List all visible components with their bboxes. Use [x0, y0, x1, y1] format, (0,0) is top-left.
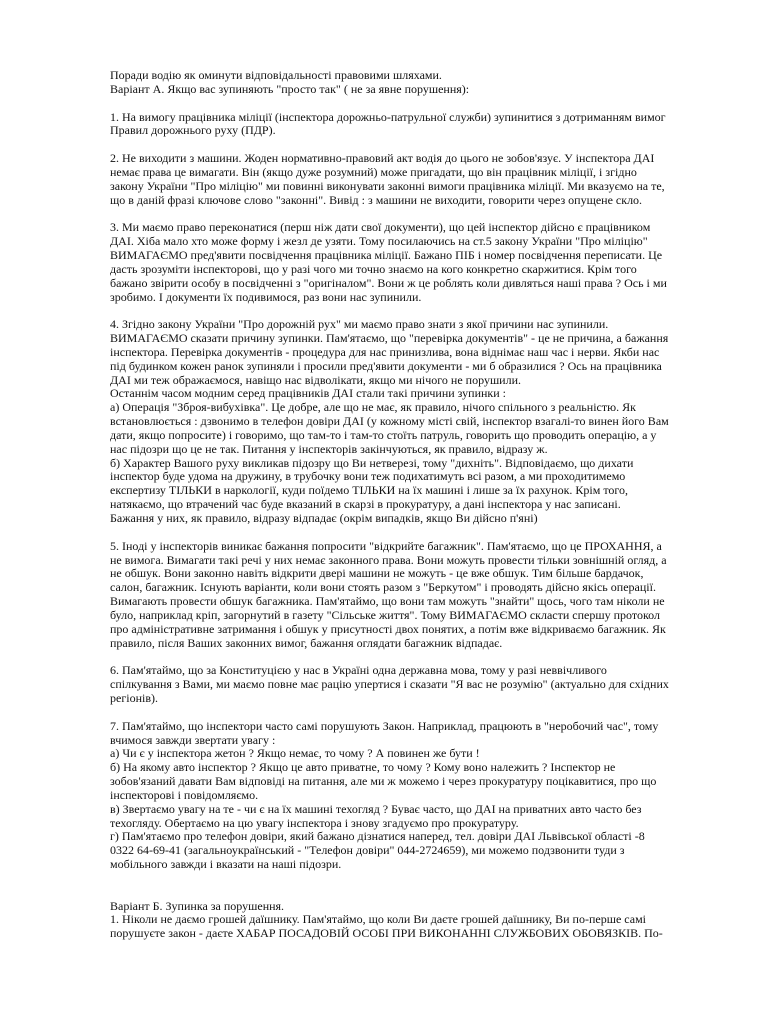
text-line: не обшук. Вони законно навіть відкрити двері машини не можуть - це вже обшук. Тим більше бардачок, [110, 566, 644, 581]
text-line: ДАІ. Хіба мало хто може форму і жезл де узяти. Тому посилаючись на ст.5 закону України "Про міліцію" [110, 234, 648, 249]
paragraph-point-3 [110, 221, 722, 304]
text-line: а) Чи є у інспектора жетон ? Якщо немає, то чому ? А повинен же бути ! [110, 746, 480, 761]
text-line: 7. Пам'ятаймо, що інспектори часто самі порушують Закон. Наприклад, працюють в "неробочий час", тому [110, 718, 659, 733]
text-line: Останнім часом модним серед працівників ДАІ стали такі причини зупинки : [110, 386, 507, 401]
text-line: дасть зрозуміти інспекторові, що у разі чого ми точно знаємо на кого конкретно скаржитися. Крім того [110, 261, 637, 276]
text-line: натякаємо, що втрачений час буде вказаний в скарзі в прокуратуру, а дані інспектора у нас записані. [110, 497, 621, 512]
paragraph-point-6 [110, 664, 722, 706]
paragraph-gap [110, 526, 722, 540]
text-line: зробимо. І документи їх подивимося, раз вони нас зупинили. [110, 289, 422, 304]
paragraph-point-4 [110, 318, 722, 526]
text-line: інспектора. Перевірка документів - процедура для нас принизлива, вона віднімає наш час і нерви. Якби нас [110, 344, 660, 359]
text-line: техогляду. Обертаємо на цю увагу інспектора і знову згадуємо про прокуратуру. [110, 815, 519, 830]
text-line: Правил дорожнього руху (ПДР). [110, 123, 276, 138]
text-line: правило, після Ваших законних вимог, бажання оглядати багажник відпадає. [110, 635, 503, 650]
text-line: 0322 64-69-41 (загальноукраїнський - "Телефон довіри" 044-2724659), ми можемо подзвонити туди з [110, 843, 625, 858]
text-line: г) Пам'ятаємо про телефон довіри, який бажано дізнатися наперед, тел. довіри ДАІ Львівської області -8 [110, 829, 645, 844]
text-line: ВИМАГАЄМО сказати причину зупинки. Пам'ятаємо, що "перевірка документів" - це не причина, а бажання [110, 331, 669, 346]
paragraph-gap [110, 650, 722, 664]
text-line: було, наприклад кріп, загорнутий в газету "Сільське життя". Тому ВИМАГАЄМО скласти спершу протокол [110, 607, 660, 622]
text-line: інспекторові і повідомляємо. [110, 787, 259, 802]
text-line: нас підозри що це не так. Питання у інспекторів закінчуються, як правило, відразу ж. [110, 441, 548, 456]
paragraph-point-5 [110, 540, 722, 651]
paragraph-gap [110, 872, 722, 886]
text-line: в) Звертаємо увагу на те - чи є на їх машині техогляд ? Буває часто, що ДАІ на приватних авто часто без [110, 801, 642, 816]
document-page [110, 69, 722, 941]
paragraph-gap [110, 706, 722, 720]
text-line: під будинком кожен ранок зупиняли і просили пред'явити документи - ми б образилися ? Ось на працівника [110, 358, 662, 373]
text-line: мобільного завжди і вказати на наші підозри. [110, 857, 342, 872]
text-line: дати, якщо попросите) і говоримо, що там-то і там-то стоїть патруль, говорить що проводить операцію, а у [110, 427, 657, 442]
text-line: Бажання у них, як правило, відразу відпадає (окрім випадків, якщо Ви дійсно п'яні) [110, 511, 538, 525]
text-line: Вимагають провести обшук багажника. Пам'ятаймо, що вони там можуть "знайти" щось, чого там ніколи не [110, 594, 665, 609]
text-line: 1. Ніколи не даємо грошей даїшнику. Пам'ятаймо, що коли Ви даєте грошей даїшнику, Ви по-перше самі [110, 912, 647, 927]
text-line: 3. Ми маємо право переконатися (перш ніж дати свої документи), що цей інспектор дійсно є працівником [110, 220, 651, 235]
text-line: порушуєте закон - даєте ХАБАР ПОСАДОВІЙ ОСОБІ ПРИ ВИКОНАННІ СЛУЖБОВИХ ОБОВЯЗКІВ. По- [110, 926, 663, 941]
text-line: бажано звірити особу в посвідченні з "оригіналом". Вони ж це роблять коли дивляться наші права ? Ось і ми [110, 275, 667, 290]
text-line: спілкування з Вами, ми маємо повне має рацію упертися і сказати "Я вас не розумію" (актуально для східних [110, 677, 669, 692]
paragraph-gap [110, 97, 722, 111]
text-line: 4. Згідно закону України "Про дорожній рух" ми маємо право знати з якої причини нас зупинили. [110, 317, 609, 332]
text-line: Поради водію як оминути відповідальності правовими шляхами. [110, 68, 442, 82]
text-line: не вимога. Вимагати такі речі у них немає законного права. Вони можуть провести тільки зовнішній огляд, а [110, 552, 667, 567]
text-line: зобов'язаний давати Вам відповіді на питання, але ми ж можемо і через прокуратуру поцікавитися, про що [110, 774, 657, 789]
text-line: 2. Не виходити з машини. Жоден нормативно-правовий акт водія до цього не зобов'язує. У інспектора ДАІ [110, 151, 655, 166]
text-line: Варіант А. Якщо вас зупиняють "просто так" ( не за явне порушення): [110, 81, 470, 96]
text-line: а) Операція "Зброя-вибухівка". Це добре, але що не має, як правило, нічого спільного з реальністю. Як [110, 400, 636, 415]
text-line: ВИМАГАЄМО пред'явити посвідчення працівника міліції. Бажано ПІБ і номер посвідчення переписати. Це [110, 247, 663, 262]
text-line: вчимося завжди звертати увагу : [110, 732, 276, 747]
text-line: регіонів). [110, 690, 158, 705]
text-line: 5. Іноді у інспекторів виникає бажання попросити "відкрийте багажник". Пам'ятаємо, що це ПРОХАННЯ, а [110, 538, 662, 553]
paragraph-intro [110, 69, 722, 97]
text-line: інспектор буде удома на дружину, в трубочку вони теж подихатимуть всі разом, а ми проходитимемо [110, 469, 626, 484]
paragraph-gap [110, 138, 722, 152]
paragraph-point-1 [110, 111, 722, 139]
paragraph-point-2 [110, 152, 722, 207]
text-line: що в даній фразі ключове слово "законні". Вивід : з машини не виходити, говорити через опущене скло. [110, 192, 643, 207]
text-line: про адміністративне затримання і обшук у присутності двох понятих, а потім вже відкриваємо багажник. Як [110, 621, 666, 636]
text-line: немає права це вимагати. Він (якщо дуже розумний) може пригадати, що він працівник міліції, і згідно [110, 164, 637, 179]
text-line: встановлюється : дзвонимо в телефон довіри ДАІ (у кожному місті свій, інспектор взагалі-то винен його Вам [110, 414, 669, 429]
text-line: б) Характер Вашого руху викликав підозру що Ви нетверезі, тому "дихніть". Відповідаємо, що дихати [110, 455, 634, 470]
text-line: салон, багажник. Існують варіанти, коли вони стоять разом з "Беркутом" і проводять дійсно якісь операції. [110, 580, 656, 595]
text-line: Варіант Б. Зупинка за порушення. [110, 898, 285, 913]
text-line: закону України "Про міліцію" ми повинні виконувати законні вимоги працівника міліції. Ми вказуємо на те, [110, 178, 665, 193]
text-line: 1. На вимогу працівника міліції (інспектора дорожньо-патрульної служби) зупинитися з дотриманням вимог [110, 109, 666, 124]
paragraph-gap [110, 304, 722, 318]
text-line: ДАІ ми теж ображаємося, навіщо нас відволікати, якщо ми нічого не порушили. [110, 372, 522, 387]
paragraph-gap [110, 886, 722, 900]
text-line: експертизу ТІЛЬКИ в наркології, куди поїдемо ТІЛЬКИ на їх машині і лише за їх рахунок. Крім того, [110, 483, 629, 498]
text-line: 6. Пам'ятаймо, що за Конституцією у нас в Україні одна державна мова, тому у разі неввічливого [110, 663, 607, 678]
paragraph-gap [110, 207, 722, 221]
text-line: б) На якому авто інспектор ? Якщо це авто приватне, то чому ? Кому воно належить ? Інспектор не [110, 760, 616, 775]
paragraph-point-7 [110, 720, 722, 872]
paragraph-variant-b [110, 900, 722, 942]
